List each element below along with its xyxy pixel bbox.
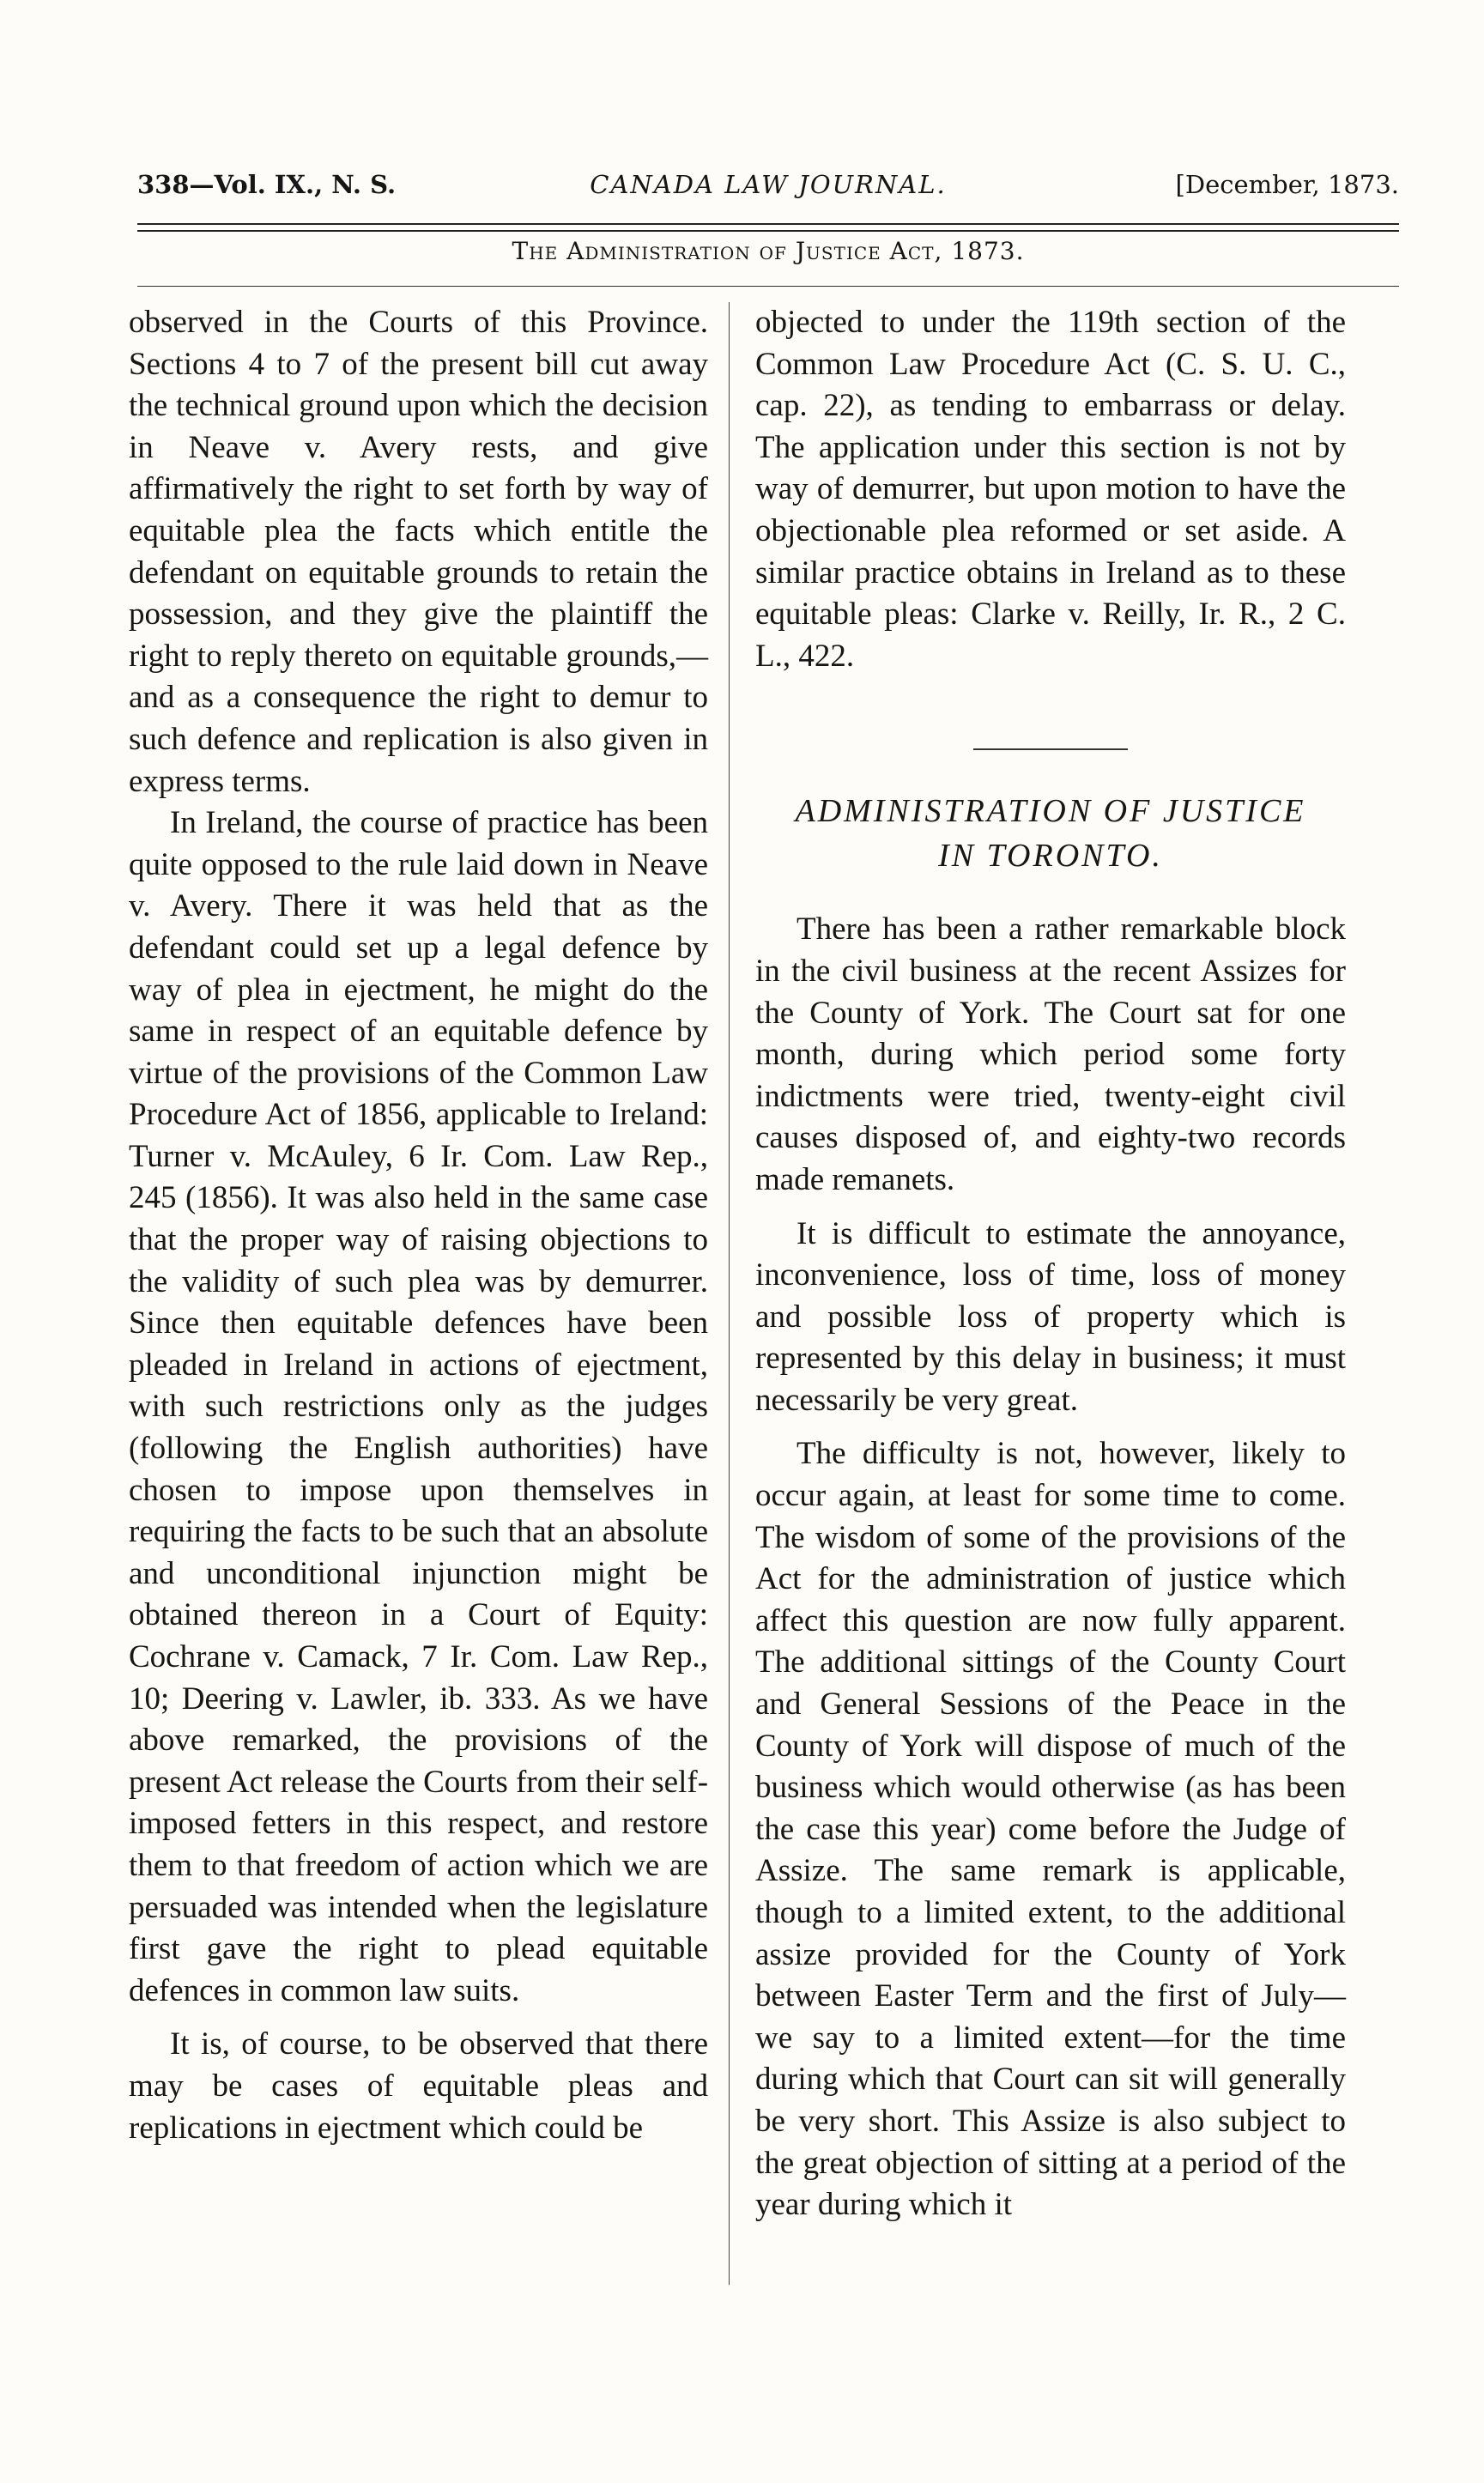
header-rule-top bbox=[137, 223, 1399, 225]
right-paragraph-3: It is difficult to estimate the annoyance, inconvenience, loss of time, loss of money and possible loss of property which is represented by this delay in business; it must necessarily be very great. bbox=[755, 1215, 1346, 1418]
page-number-volume: 338—Vol. IX., N. S. bbox=[137, 170, 397, 199]
right-paragraph-1: objected to under the 119th section of the Common Law Procedure Act (C. S. U. C., cap. 22), as tending to embarrass or delay. The application under this section is not by way of demurrer, but upon motion to have the objectionable plea reformed or set aside. A similar practice obtains in Ireland as to these equitable pleas: Clarke v. Reilly, Ir. R., 2 C. L., 422. bbox=[755, 305, 1346, 674]
journal-title: CANADA LAW JOURNAL. bbox=[590, 170, 947, 199]
left-paragraph-3: It is, of course, to be observed that there may be cases of equitable pleas and replications in ejectment which could be bbox=[129, 2026, 708, 2146]
right-column bbox=[755, 302, 1346, 2226]
running-head bbox=[137, 170, 1399, 213]
column-divider bbox=[729, 302, 730, 2285]
left-paragraph-1: observed in the Courts of this Province. Sections 4 to 7 of the present bill cut away the technical ground upon which the decision in Neave v. Avery rests, and give affirmatively the right to set forth by way of equitable plea the facts which entitle the defendant on equitable grounds to retain the possession, and they give the plaintiff the right to reply thereto on equitable grounds,—and as a consequence the right to demur to such defence and replication is also given in express terms. bbox=[129, 305, 708, 799]
section-title: The Administration of Justice Act, 1873. bbox=[512, 237, 1025, 265]
article-title-line-2: IN TORONTO. bbox=[938, 838, 1163, 875]
left-column bbox=[129, 302, 708, 2149]
issue-date: [December, 1873. bbox=[1175, 170, 1399, 199]
right-paragraph-2: There has been a rather remarkable block in the civil business at the recent Assizes for the County of York. The Court sat for one month, during which period some forty indictments were tried, twenty-eight civil causes disposed of, and eighty-two records made remanets. bbox=[755, 911, 1346, 1197]
section-rule bbox=[137, 286, 1399, 287]
article-separator bbox=[755, 720, 1346, 772]
article-title bbox=[755, 789, 1346, 878]
right-paragraph-4: The difficulty is not, however, likely to occur again, at least for some time to come. The wisdom of some of the provisions of the Act for the administration of justice which affect this question are now fully apparent. The additional sittings of the County Court and General Sessions of the Peace in the County of York will dispose of much of the business which would otherwise (as has been the case this year) come before the Judge of Assize. The same remark is applicable, though to a limited extent, to the additional assize provided for the County of York between Easter Term and the first of July—we say to a limited extent—for the time during which that Court can sit will generally be very short. This Assize is also subject to the great objection of sitting at a period of the year during which it bbox=[755, 1436, 1346, 2223]
left-paragraph-2: In Ireland, the course of practice has been quite opposed to the rule laid down in Neave v. Avery. There it was held that as the defendant could set up a legal defence by way of plea in ejectment, he might do the same in respect of an equitable defence by virtue of the provisions of the Common Law Procedure Act of 1856, applicable to Ireland: Turner v. McAuley, 6 Ir. Com. Law Rep., 245 (1856). It was also held in the same case that the proper way of raising objections to the validity of such plea was by demurrer. Since then equitable defences have been pleaded in Ireland in actions of ejectment, with such restrictions only as the judges (following the English authorities) have chosen to impose upon themselves in requiring the facts to be such that an absolute and unconditional injunction might be obtained thereon in a Court of Equity: Cochrane v. Camack, 7 Ir. Com. Law Rep., 10; Deering v. Lawler, ib. 333. As we have above remarked, the provisions of the present Act release the Courts from their self-imposed fetters in this respect, and restore them to that freedom of action which we are persuaded was intended when the legislature first gave the right to plead equitable defences in common law suits. bbox=[129, 805, 709, 2008]
header-rule-bottom bbox=[137, 230, 1399, 232]
article-title-line-1: ADMINISTRATION OF JUSTICE bbox=[795, 793, 1306, 830]
